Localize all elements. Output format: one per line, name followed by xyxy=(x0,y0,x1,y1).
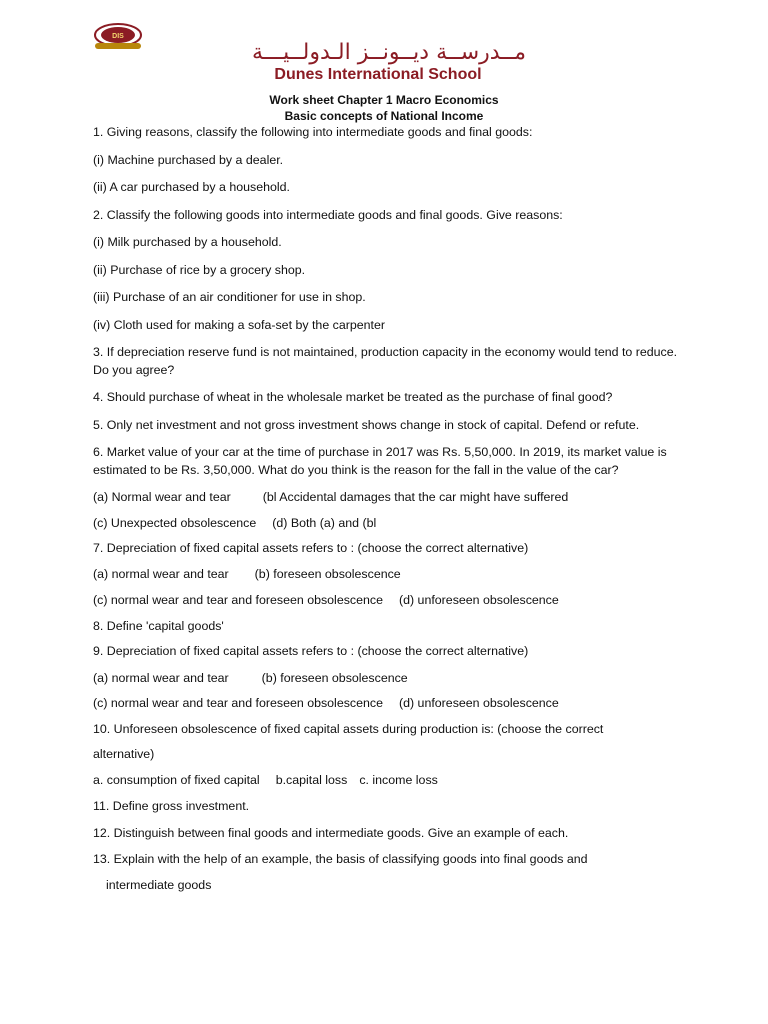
question-13-line-1: 13. Explain with the help of an example, the basis of classifying goods into final goods and xyxy=(93,852,588,866)
question-6: 6. Market value of your car at the time of purchase in 2017 was Rs. 5,50,000. In 2019, its market value is estimated to be Rs. 3,50,000. What do you think is the reason for the fall in the value of the car? xyxy=(93,445,667,477)
question-13-line-2: intermediate goods xyxy=(106,877,212,892)
question-1-part-i: (i) Machine purchased by a dealer. xyxy=(93,152,284,167)
question-2: 2. Classify the following goods into intermediate goods and final goods. Give reasons: xyxy=(93,207,563,222)
option-d: (d) unforeseen obsolescence xyxy=(398,593,559,607)
option-b: (b) foreseen obsolescence xyxy=(261,670,408,685)
worksheet-title: Work sheet Chapter 1 Macro Economics xyxy=(269,93,499,107)
option-d: (d) unforeseen obsolescence xyxy=(398,696,559,710)
question-9-options-row-1 xyxy=(93,670,683,688)
option-c: (c) Unexpected obsolescence xyxy=(93,515,257,530)
question-10-line-2: alternative) xyxy=(93,747,155,761)
school-name: Dunes International School xyxy=(274,66,482,83)
question-8: 8. Define 'capital goods' xyxy=(93,618,224,633)
question-7-options-row-2 xyxy=(93,592,683,610)
option-b: (bl Accidental damages that the car might have suffered xyxy=(262,490,569,504)
question-5: 5. Only net investment and not gross investment shows change in stock of capital. Defend or refute. xyxy=(93,417,640,432)
question-9-options-row-2 xyxy=(93,695,683,713)
option-b: (b) foreseen obsolescence xyxy=(254,566,401,581)
question-2-part-i: (i) Milk purchased by a household. xyxy=(93,235,282,249)
worksheet-subtitle: Basic concepts of National Income xyxy=(284,109,484,123)
question-1-part-ii: (ii) A car purchased by a household. xyxy=(93,180,290,194)
question-7: 7. Depreciation of fixed capital assets refers to : (choose the correct alternative) xyxy=(93,541,529,555)
option-a: (a) normal wear and tear xyxy=(93,670,229,685)
question-11: 11. Define gross investment. xyxy=(93,799,250,813)
option-b: b.capital loss xyxy=(275,772,348,787)
option-a: (a) Normal wear and tear xyxy=(93,490,231,504)
logo-text: DIS xyxy=(112,33,124,40)
question-list xyxy=(93,124,683,894)
question-2-part-ii: (ii) Purchase of rice by a grocery shop. xyxy=(93,262,306,277)
question-3: 3. If depreciation reserve fund is not maintained, production capacity in the economy would tend to reduce. Do you agree? xyxy=(93,345,678,377)
question-6-options-row-1 xyxy=(93,489,683,507)
question-12: 12. Distinguish between final goods and intermediate goods. Give an example of each. xyxy=(93,825,569,840)
question-1: 1. Giving reasons, classify the following into intermediate goods and final goods: xyxy=(93,125,533,139)
question-10-options xyxy=(93,772,683,790)
question-6-options-row-2 xyxy=(93,515,683,533)
question-2-part-iii: (iii) Purchase of an air conditioner for use in shop. xyxy=(93,290,366,304)
arabic-school-name: مــدرســة ديــونــز الـدولــيـــة xyxy=(251,40,527,65)
question-7-options-row-1 xyxy=(93,566,683,584)
option-c: (c) normal wear and tear and foreseen obsolescence xyxy=(93,593,383,607)
question-2-part-iv: (iv) Cloth used for making a sofa-set by the carpenter xyxy=(93,317,386,332)
question-9: 9. Depreciation of fixed capital assets refers to : (choose the correct alternative) xyxy=(93,644,529,658)
option-a: (a) normal wear and tear xyxy=(93,566,229,581)
option-a: a. consumption of fixed capital xyxy=(93,772,260,787)
question-10-line-1: 10. Unforeseen obsolescence of fixed capital assets during production is: (choose the correct xyxy=(93,721,604,736)
option-c: (c) normal wear and tear and foreseen obsolescence xyxy=(93,696,383,710)
option-c: c. income loss xyxy=(359,772,438,787)
question-4: 4. Should purchase of wheat in the wholesale market be treated as the purchase of final good? xyxy=(93,390,613,404)
option-d: (d) Both (a) and (bl xyxy=(272,515,377,530)
